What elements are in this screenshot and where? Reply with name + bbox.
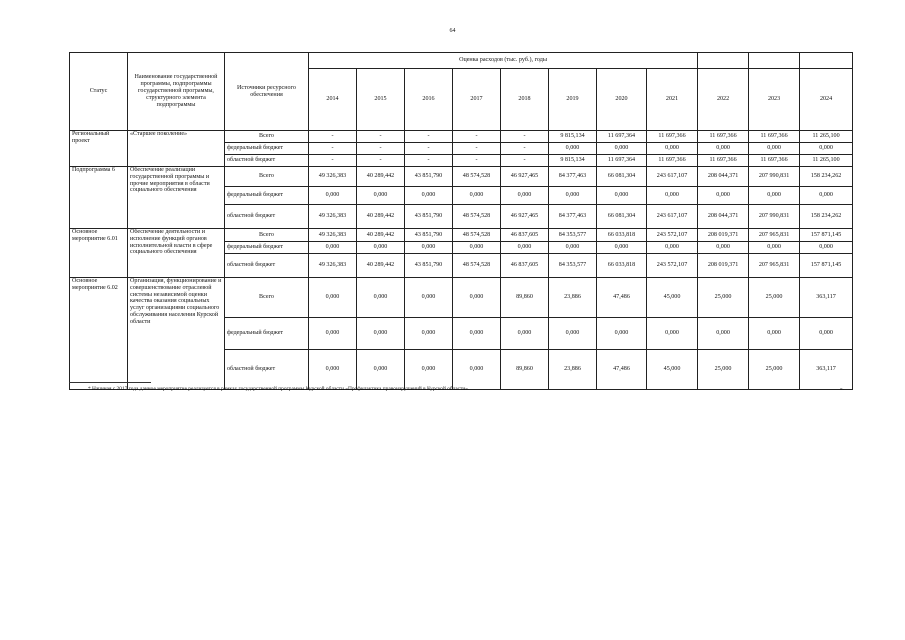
value-cell: 11 697,366: [749, 131, 800, 143]
header-blank: [749, 53, 800, 69]
year-header: 2023: [749, 69, 800, 131]
value-cell: 0,000: [698, 143, 749, 155]
value-cell: 0,000: [647, 242, 698, 254]
value-cell: 0,000: [698, 187, 749, 205]
value-cell: -: [405, 131, 453, 143]
value-cell: 84 377,463: [549, 205, 597, 229]
header-blank: [698, 53, 749, 69]
value-cell: 43 851,790: [405, 205, 453, 229]
value-cell: 0,000: [647, 143, 698, 155]
value-cell: 0,000: [357, 278, 405, 318]
value-cell: 0,000: [501, 318, 549, 350]
source-cell: Всего: [225, 167, 309, 187]
value-cell: 0,000: [309, 187, 357, 205]
status-cell: Основное мероприятие 6.02: [70, 278, 128, 390]
value-cell: 363,117: [800, 278, 853, 318]
value-cell: 40 289,442: [357, 254, 405, 278]
value-cell: 46 927,465: [501, 205, 549, 229]
value-cell: -: [453, 155, 501, 167]
status-cell: Региональный проект: [70, 131, 128, 167]
header-blank: [800, 53, 853, 69]
value-cell: -: [405, 155, 453, 167]
value-cell: -: [309, 143, 357, 155]
value-cell: 25,000: [749, 278, 800, 318]
value-cell: 11 697,366: [647, 131, 698, 143]
year-header: 2022: [698, 69, 749, 131]
value-cell: 0,000: [405, 350, 453, 390]
header-sources: Источники ресурсного обеспечения: [225, 53, 309, 131]
source-cell: федеральный бюджет: [225, 143, 309, 155]
value-cell: 84 353,577: [549, 254, 597, 278]
value-cell: 208 044,371: [698, 167, 749, 187]
value-cell: -: [501, 131, 549, 143]
table-row: [70, 131, 853, 143]
value-cell: -: [453, 131, 501, 143]
value-cell: 46 837,605: [501, 229, 549, 242]
year-header: 2016: [405, 69, 453, 131]
year-header: 2020: [597, 69, 647, 131]
source-cell: Всего: [225, 278, 309, 318]
source-cell: федеральный бюджет: [225, 242, 309, 254]
value-cell: 0,000: [357, 187, 405, 205]
value-cell: -: [357, 155, 405, 167]
year-header: 2015: [357, 69, 405, 131]
value-cell: 0,000: [647, 187, 698, 205]
value-cell: 49 326,383: [309, 254, 357, 278]
value-cell: 0,000: [453, 187, 501, 205]
value-cell: -: [501, 155, 549, 167]
value-cell: 0,000: [549, 143, 597, 155]
value-cell: 9 815,134: [549, 155, 597, 167]
value-cell: 0,000: [749, 318, 800, 350]
value-cell: 89,860: [501, 278, 549, 318]
value-cell: 9 815,134: [549, 131, 597, 143]
value-cell: 48 574,528: [453, 254, 501, 278]
value-cell: 25,000: [698, 350, 749, 390]
value-cell: 45,000: [647, 278, 698, 318]
value-cell: 66 033,818: [597, 229, 647, 242]
value-cell: 0,000: [405, 242, 453, 254]
value-cell: 158 234,262: [800, 205, 853, 229]
value-cell: 11 265,100: [800, 131, 853, 143]
value-cell: -: [453, 143, 501, 155]
value-cell: 45,000: [647, 350, 698, 390]
source-cell: Всего: [225, 229, 309, 242]
header-status: Статус: [70, 53, 128, 131]
program-name-cell: Организация, функционирование и совершенствование отраслевой системы независимой оценки качества оказания социальных услуг организациями социального обслуживания населения Курской области: [128, 278, 225, 390]
value-cell: 243 572,107: [647, 254, 698, 278]
value-cell: 40 289,442: [357, 205, 405, 229]
value-cell: 66 033,818: [597, 254, 647, 278]
value-cell: 43 851,790: [405, 167, 453, 187]
page-number: 64: [449, 28, 456, 34]
value-cell: 49 326,383: [309, 205, 357, 229]
value-cell: 0,000: [309, 242, 357, 254]
value-cell: 11 697,366: [647, 155, 698, 167]
value-cell: 363,117: [800, 350, 853, 390]
header-name: Наименование государственной программы, подпрограммы государственной программы, структурного элемента подпрограммы: [128, 53, 225, 131]
value-cell: 0,000: [698, 318, 749, 350]
value-cell: 0,000: [800, 318, 853, 350]
value-cell: -: [357, 131, 405, 143]
value-cell: 84 353,577: [549, 229, 597, 242]
footnote: * Начиная с 2017 года данное мероприятие реализуется в рамках государственной программы Курской области «Профилактика правонарушений в Курской области».: [88, 386, 470, 392]
value-cell: -: [309, 131, 357, 143]
value-cell: 0,000: [749, 143, 800, 155]
value-cell: 40 289,442: [357, 229, 405, 242]
source-cell: федеральный бюджет: [225, 187, 309, 205]
value-cell: 243 617,107: [647, 205, 698, 229]
value-cell: 23,886: [549, 278, 597, 318]
value-cell: 48 574,528: [453, 229, 501, 242]
value-cell: 11 697,366: [749, 155, 800, 167]
value-cell: 43 851,790: [405, 254, 453, 278]
value-cell: 208 044,371: [698, 205, 749, 229]
year-header: 2021: [647, 69, 698, 131]
value-cell: 157 871,145: [800, 254, 853, 278]
value-cell: 207 990,831: [749, 205, 800, 229]
value-cell: 0,000: [405, 318, 453, 350]
value-cell: 0,000: [309, 318, 357, 350]
table-row: [70, 167, 853, 187]
value-cell: 48 574,528: [453, 205, 501, 229]
value-cell: 0,000: [309, 350, 357, 390]
value-cell: 47,486: [597, 278, 647, 318]
value-cell: 207 965,831: [749, 229, 800, 242]
value-cell: 0,000: [405, 187, 453, 205]
year-header: 2024: [800, 69, 853, 131]
source-cell: областной бюджет: [225, 350, 309, 390]
source-cell: областной бюджет: [225, 155, 309, 167]
value-cell: 84 377,463: [549, 167, 597, 187]
value-cell: 49 326,383: [309, 167, 357, 187]
value-cell: 66 081,304: [597, 205, 647, 229]
value-cell: 208 019,371: [698, 229, 749, 242]
source-cell: областной бюджет: [225, 254, 309, 278]
footnote-divider: [69, 382, 151, 383]
value-cell: -: [405, 143, 453, 155]
value-cell: 0,000: [800, 143, 853, 155]
value-cell: 0,000: [309, 278, 357, 318]
value-cell: 11 265,100: [800, 155, 853, 167]
value-cell: 89,860: [501, 350, 549, 390]
value-cell: 0,000: [453, 278, 501, 318]
value-cell: 47,486: [597, 350, 647, 390]
program-name-cell: Обеспечение реализации государственной программы и прочие мероприятия в области социального обеспечения: [128, 167, 225, 229]
value-cell: 207 965,831: [749, 254, 800, 278]
value-cell: 0,000: [453, 242, 501, 254]
value-cell: 0,000: [549, 242, 597, 254]
source-cell: Всего: [225, 131, 309, 143]
table-row: [70, 278, 853, 318]
value-cell: 0,000: [357, 318, 405, 350]
value-cell: 11 697,364: [597, 131, 647, 143]
value-cell: 0,000: [800, 187, 853, 205]
value-cell: 25,000: [698, 278, 749, 318]
value-cell: 0,000: [357, 350, 405, 390]
value-cell: 0,000: [549, 318, 597, 350]
value-cell: 0,000: [453, 318, 501, 350]
value-cell: 0,000: [647, 318, 698, 350]
value-cell: 0,000: [597, 318, 647, 350]
value-cell: 158 234,262: [800, 167, 853, 187]
value-cell: -: [357, 143, 405, 155]
status-cell: Основное мероприятие 6.01: [70, 229, 128, 278]
value-cell: 0,000: [405, 278, 453, 318]
year-header: 2014: [309, 69, 357, 131]
value-cell: 243 617,107: [647, 167, 698, 187]
value-cell: 11 697,366: [698, 131, 749, 143]
value-cell: 48 574,528: [453, 167, 501, 187]
year-header: 2019: [549, 69, 597, 131]
source-cell: федеральный бюджет: [225, 318, 309, 350]
value-cell: -: [309, 155, 357, 167]
value-cell: 40 289,442: [357, 167, 405, 187]
header-estimate: Оценка расходов (тыс. руб.), годы: [309, 53, 698, 69]
value-cell: 157 871,145: [800, 229, 853, 242]
value-cell: 0,000: [453, 350, 501, 390]
value-cell: 49 326,383: [309, 229, 357, 242]
value-cell: 208 019,371: [698, 254, 749, 278]
value-cell: 0,000: [501, 242, 549, 254]
resource-table: [69, 52, 853, 390]
value-cell: 23,886: [549, 350, 597, 390]
value-cell: 0,000: [357, 242, 405, 254]
value-cell: 243 572,107: [647, 229, 698, 242]
value-cell: 25,000: [749, 350, 800, 390]
value-cell: 0,000: [698, 242, 749, 254]
status-cell: Подпрограмма 6: [70, 167, 128, 229]
program-name-cell: Обеспечение деятельности и исполнение функций органов исполнительной власти в сфере социального обеспечения: [128, 229, 225, 278]
value-cell: 0,000: [597, 242, 647, 254]
value-cell: 0,000: [501, 187, 549, 205]
program-name-cell: «Старшее поколение»: [128, 131, 225, 167]
quote-end-mark: ».: [840, 386, 845, 392]
value-cell: 0,000: [597, 143, 647, 155]
value-cell: 0,000: [549, 187, 597, 205]
value-cell: 0,000: [800, 242, 853, 254]
value-cell: 0,000: [597, 187, 647, 205]
source-cell: областной бюджет: [225, 205, 309, 229]
value-cell: 66 081,304: [597, 167, 647, 187]
value-cell: 0,000: [749, 187, 800, 205]
value-cell: 11 697,366: [698, 155, 749, 167]
year-header: 2018: [501, 69, 549, 131]
table-row: [70, 229, 853, 242]
year-header: 2017: [453, 69, 501, 131]
value-cell: 46 927,465: [501, 167, 549, 187]
value-cell: -: [501, 143, 549, 155]
value-cell: 43 851,790: [405, 229, 453, 242]
value-cell: 0,000: [749, 242, 800, 254]
value-cell: 11 697,364: [597, 155, 647, 167]
value-cell: 46 837,605: [501, 254, 549, 278]
value-cell: 207 990,831: [749, 167, 800, 187]
